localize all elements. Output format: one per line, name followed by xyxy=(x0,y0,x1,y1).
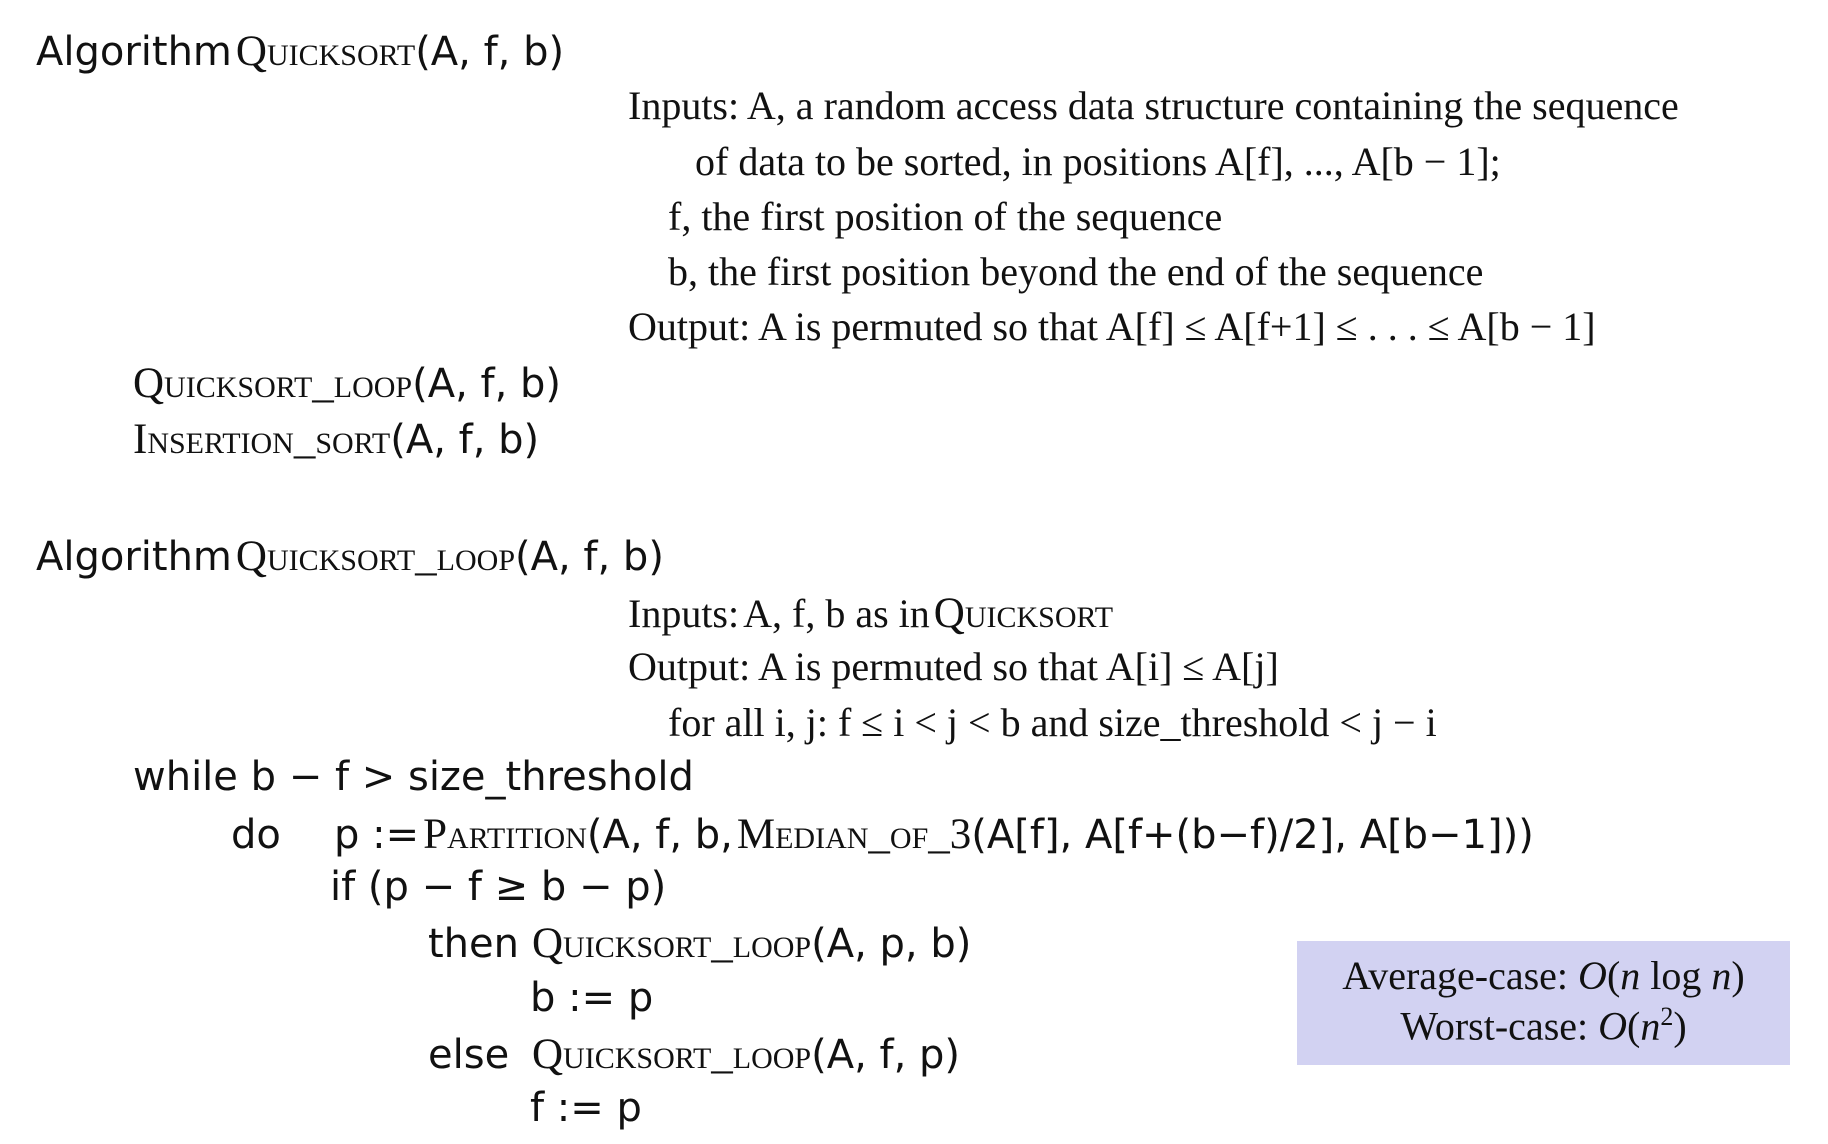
else-line xyxy=(428,1033,960,1076)
inputs-label: Inputs: xyxy=(628,591,740,636)
quicksort-loop-inputs xyxy=(628,592,1113,635)
output-label: Output: xyxy=(628,304,751,349)
paren-close: ) xyxy=(1731,953,1745,998)
algorithm-name: Quicksort_loop xyxy=(235,533,516,580)
call-args: (A, p, b) xyxy=(811,921,972,967)
else-keyword: else xyxy=(428,1032,510,1078)
paren-open: ( xyxy=(1606,953,1621,998)
quicksort-body-line-1 xyxy=(133,362,561,405)
inputs-text: A, f, b as in xyxy=(743,591,930,636)
quicksort-inputs-line-4: b, the first position beyond the end of the sequence xyxy=(668,249,1484,294)
then-assign: b := p xyxy=(530,975,654,1021)
quicksort-loop-output-line-1 xyxy=(628,644,1279,689)
output-text: A is permuted so that A[f] ≤ A[f+1] ≤ . . . ≤ A[b − 1] xyxy=(758,304,1596,349)
do-line xyxy=(231,813,1534,856)
quicksort-loop-output-line-2: for all i, j: f ≤ i < j < b and size_threshold < j − i xyxy=(668,700,1437,745)
median-name: Median_of_3 xyxy=(736,811,972,858)
partition-args: (A, f, b, xyxy=(586,812,733,858)
call-name: Quicksort_loop xyxy=(532,920,812,967)
quicksort-header xyxy=(36,30,564,73)
log-text: log xyxy=(1640,953,1712,998)
call-name: Insertion_sort xyxy=(133,416,391,463)
quicksort-inputs-line-2: of data to be sorted, in positions A[f], ..., A[b − 1]; xyxy=(695,139,1501,184)
complexity-note xyxy=(1297,941,1790,1065)
call-name: Quicksort_loop xyxy=(133,360,413,407)
call-args: (A, f, b) xyxy=(390,417,540,463)
big-o-symbol: O xyxy=(1598,1003,1628,1049)
inputs-label: Inputs: xyxy=(628,83,740,128)
quicksort-inputs-line-1 xyxy=(628,83,1679,128)
then-line xyxy=(428,922,971,965)
paren-open: ( xyxy=(1627,1003,1641,1049)
then-keyword: then xyxy=(428,921,519,967)
do-keyword: do xyxy=(231,812,281,858)
else-assign: f := p xyxy=(530,1085,642,1131)
output-label: Output: xyxy=(628,644,751,689)
call-args: (A, f, p) xyxy=(811,1032,961,1078)
algorithm-params: (A, f, b) xyxy=(515,534,664,580)
quicksort-body-line-2 xyxy=(133,418,539,461)
median-args: (A[f], A[f+(b−f)/2], A[b−1])) xyxy=(971,812,1534,858)
worst-case-label: Worst-case: xyxy=(1400,1003,1589,1049)
worst-case-line xyxy=(1297,1001,1790,1051)
var-n: n xyxy=(1620,953,1641,998)
if-line: if (p − f ≥ b − p) xyxy=(330,864,667,910)
algorithm-keyword: Algorithm xyxy=(36,534,232,580)
inputs-ref: Quicksort xyxy=(933,590,1114,637)
var-n: n xyxy=(1711,953,1732,998)
do-assign: p := xyxy=(334,812,420,858)
big-o-symbol: O xyxy=(1578,953,1607,998)
algorithm-params: (A, f, b) xyxy=(415,29,565,75)
quicksort-inputs-line-3: f, the first position of the sequence xyxy=(668,194,1223,239)
output-text: A is permuted so that A[i] ≤ A[j] xyxy=(758,644,1279,689)
while-line: while b − f > size_threshold xyxy=(133,754,694,800)
exponent: 2 xyxy=(1660,1002,1674,1031)
average-case-label: Average-case: xyxy=(1342,953,1569,998)
algorithm-keyword: Algorithm xyxy=(36,29,232,75)
paren-close: ) xyxy=(1673,1003,1687,1049)
inputs-text: A, a random access data structure containing the sequence xyxy=(746,83,1679,128)
quicksort-loop-header xyxy=(36,535,664,578)
algorithm-name: Quicksort xyxy=(235,28,416,75)
partition-name: Partition xyxy=(423,811,587,858)
quicksort-output xyxy=(628,304,1596,349)
call-args: (A, f, b) xyxy=(412,361,562,407)
call-name: Quicksort_loop xyxy=(532,1031,812,1078)
average-case-line xyxy=(1297,951,1790,1001)
var-n: n xyxy=(1640,1003,1661,1049)
